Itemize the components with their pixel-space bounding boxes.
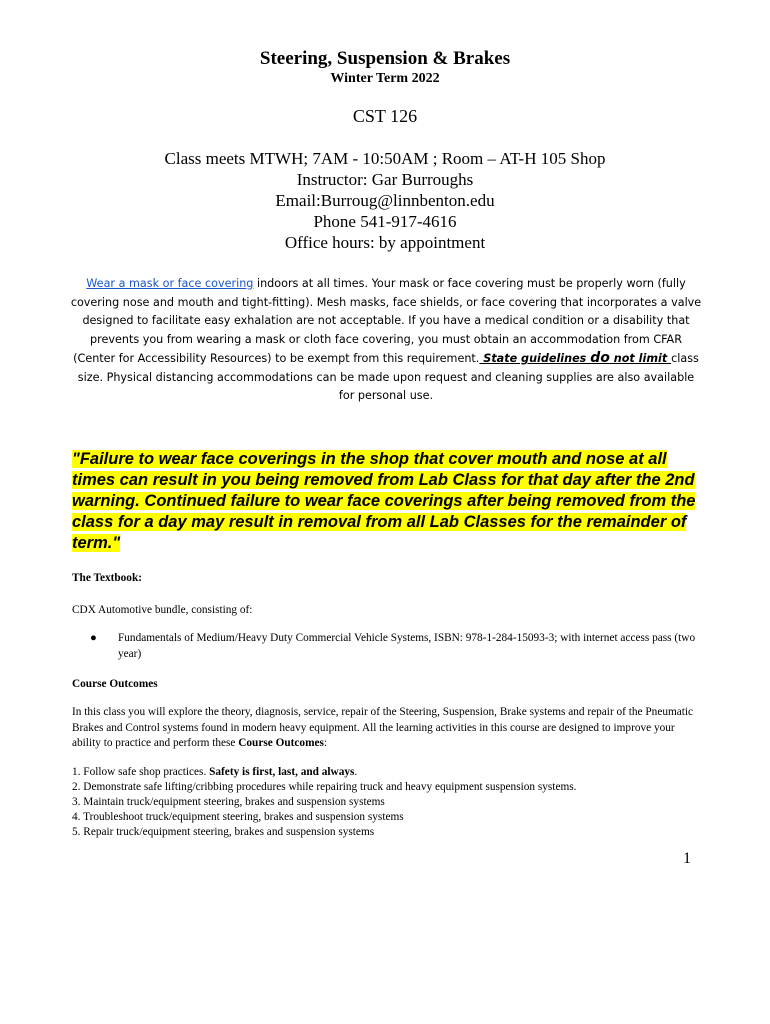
office-hours: Office hours: by appointment [284,233,486,252]
term-subtitle: Winter Term 2022 [330,71,440,86]
class-info-block [0,148,770,253]
class-schedule: Class meets MTWH; 7AM - 10:50AM ; Room – AT-H 105 Shop [164,149,606,168]
outcomes-paragraph-bold: Course Outcomes [238,737,324,749]
page-number: 1 [683,850,691,867]
state-guidelines-do: do [590,350,610,366]
list-item: 2. Demonstrate safe lifting/cribbing procedures while repairing truck and heavy equipment suspension systems. [72,781,577,793]
outcomes-heading: Course Outcomes [72,678,158,690]
face-covering-warning [72,449,712,554]
warning-highlight: "Failure to wear face coverings in the shop that cover mouth and nose at all times can result in you being removed from Lab Class for that day after the 2nd warning. Continued failure to wear face coverings after being removed from the class for a day may result in removal from all Lab Classes for the remainder of term." [72,450,696,552]
distancing-text: class size. Physical distancing accommodations can be made upon request and cleaning supplies are also available for personal use. [77,352,699,402]
outcomes-paragraph-text: In this class you will explore the theory, diagnosis, service, repair of the Steering, Suspension, Brake systems and repair of the Pneumatic Brakes and Control systems found in modern heavy equipment. All the learning activities in this course are designed to improve your ability to practice and perform these [72,706,694,749]
mask-policy-link[interactable]: Wear a mask or face covering [86,277,254,290]
list-item-bold: Safety is first, last, and always [209,766,355,778]
mask-policy-text: indoors at all times. Your mask or face covering must be properly worn (fully covering nose and mouth and tight-fitting). Mesh masks, face shields, or face covering that incorporates a valve designed to facilitate easy exhalation are not acceptable. If you have a medical condition or a disability that prevents you from wearing a mask or cloth face covering, you must obtain an accommodation from CFAR (Center for Accessibility Resources) to be exempt from this requirement. [70,277,702,365]
outcomes-list [72,765,712,840]
list-item: 3. Maintain truck/equipment steering, brakes and suspension systems [72,796,385,808]
document-title: Steering, Suspension & Brakes [259,48,511,69]
instructor-email: Email:Burroug@linnbenton.edu [275,191,495,210]
outcomes-paragraph [72,705,702,752]
state-guidelines-a: State guidelines [479,352,591,365]
mask-policy-paragraph [70,275,702,406]
textbook-intro: CDX Automotive bundle, consisting of: [72,604,253,616]
list-item-end: . [354,766,358,778]
outcomes-paragraph-end: : [323,737,328,749]
textbook-bullet-item [90,630,702,662]
instructor-phone: Phone 541-917-4616 [313,212,457,231]
bullet-icon: ● [90,632,97,644]
instructor-name: Instructor: Gar Burroughs [296,170,474,189]
textbook-heading: The Textbook: [72,572,142,584]
state-guidelines-b: not limit [609,352,672,365]
list-item: 4. Troubleshoot truck/equipment steering, brakes and suspension systems [72,811,404,823]
list-item-text: 1. Follow safe shop practices. [72,766,210,778]
course-code: CST 126 [352,106,418,126]
list-item: 5. Repair truck/equipment steering, brakes and suspension systems [72,826,375,838]
list-item [72,765,712,780]
textbook-bullet-text: Fundamentals of Medium/Heavy Duty Commercial Vehicle Systems, ISBN: 978-1-284-15093-3; with internet access pass (two year) [118,632,696,660]
